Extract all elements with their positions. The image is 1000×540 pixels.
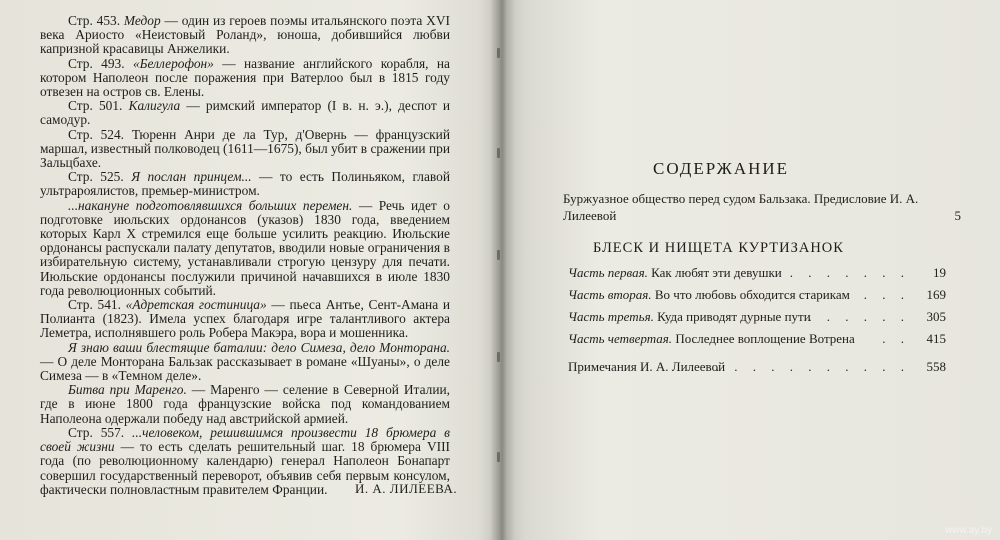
- note-paragraph: [40, 14, 450, 57]
- binding-stitch: [497, 452, 500, 462]
- note-text: Тюренн Анри де ла Тур, д'Овернь — французский маршал, известный полководец (1611—1675), был убит в сражении при Зальцбахе.: [40, 126, 450, 171]
- note-ref: Стр. 557.: [68, 424, 133, 440]
- note-text: — пьеса Антье, Сент-Амана и Полианта (1823). Имела успех благодаря игре талантливого актера Леметра, исполнявшего роль Робера Макэра, вора и мошенника.: [40, 297, 450, 341]
- toc-entry-title: Как любят эти девушки: [647, 265, 782, 280]
- note-paragraph: [40, 57, 450, 100]
- toc-part-label: Часть первая.: [568, 265, 648, 280]
- toc-page-number: 558: [926, 359, 946, 374]
- binding-stitch: [497, 148, 500, 158]
- toc-entry-title: Куда приводят дурные пути: [653, 309, 811, 324]
- toc-entry: [568, 331, 946, 349]
- toc-part-label: Часть вторая.: [568, 287, 652, 302]
- note-term: «Адретская гостиница»: [125, 297, 267, 313]
- toc-entry-title: Примечания И. А. Лилеевой: [568, 359, 726, 374]
- toc-page-number: 415: [926, 331, 946, 346]
- note-ref: Стр. 501.: [68, 98, 129, 114]
- toc-entry-title: Последнее воплощение Вотрена: [672, 331, 855, 346]
- section-title: БЛЕСК И НИЩЕТА КУРТИЗАНОК: [593, 240, 844, 256]
- note-paragraph: [40, 128, 450, 171]
- note-paragraph: [40, 199, 450, 298]
- note-text: — то есть Полиньяком, главой ультрароялистов, премьер-министром.: [40, 169, 450, 199]
- toc-page-number: 305: [926, 309, 946, 324]
- contents-title: СОДЕРЖАНИЕ: [653, 159, 790, 178]
- toc-entry-title: Буржуазное общество перед судом Бальзака. Предисловие И. А. Лилеевой: [563, 191, 919, 223]
- note-paragraph: [40, 170, 450, 198]
- toc-page-number: 19: [933, 265, 946, 280]
- binding-stitch: [497, 250, 500, 260]
- note-paragraph: [40, 341, 450, 384]
- note-paragraph: [40, 298, 450, 341]
- toc-entry: [568, 265, 946, 283]
- note-text: — Речь идет о подготовке июльских ордонансов (указов) 1830 года, введением которых Карл X стремился еще больше усилить реакцию. Июльские ордонансы распускали палату депутатов, вводили новые ограничения в избирательную систему, устанавливали строгую цензуру для печати. Июльские ордонансы послужили причиной начавшихся в июле 1830 года революционных событий.: [40, 197, 450, 298]
- note-term: Битва при Маренго.: [68, 382, 187, 398]
- toc-entry: [568, 287, 946, 305]
- toc-preface-entry: [563, 190, 961, 224]
- toc-leader-dots: . . . . . .: [808, 309, 910, 324]
- toc-entry: [568, 359, 946, 377]
- note-text: — О деле Монторана Бальзак рассказывает в романе «Шуаны», о деле Симеза — в «Темном деле».: [40, 353, 450, 384]
- note-ref: Стр. 493.: [68, 55, 133, 71]
- note-term: Я знаю ваши блестящие баталии: дело Симеза, дело Монторана.: [68, 339, 450, 355]
- note-ref: Стр. 525.: [68, 169, 132, 185]
- binding-stitch: [497, 352, 500, 362]
- note-ref: Стр. 524.: [68, 126, 132, 142]
- note-text: — один из героев поэмы итальянского поэта XVI века Ариосто «Неистовый Роланд», юноша, добившийся любви капризной красавицы Анжелики.: [40, 13, 450, 57]
- note-term: «Беллерофон»: [132, 55, 214, 71]
- toc-page-number: 5: [954, 208, 961, 223]
- note-text: — римский император (I в. н. э.), деспот и самодур.: [40, 98, 451, 128]
- toc-page-number: 169: [926, 287, 946, 302]
- watermark: www.ay.by: [944, 525, 992, 536]
- notes-page: [40, 14, 450, 497]
- note-term: Я послан принцем...: [131, 169, 252, 185]
- toc-leader-dots: . .: [882, 331, 910, 346]
- note-ref: Стр. 541.: [68, 297, 126, 313]
- book-gutter: [478, 0, 526, 540]
- note-term: ...человеком, решившимся произвести 18 брюмера в своей жизни: [40, 424, 450, 455]
- toc-leader-dots: . . . . . . . . . . .: [715, 359, 910, 374]
- toc-part-label: Часть третья.: [568, 309, 654, 324]
- toc-leader-dots: . . . . . . .: [789, 265, 910, 280]
- note-text: — название английского корабля, на котором Наполеон после поражения при Ватерлоо был в 1815 году отвезен на остров св. Елены.: [40, 55, 450, 100]
- note-paragraph: [40, 383, 450, 426]
- toc-entry-title: Во что любовь обходится старикам: [651, 287, 850, 302]
- note-term: Калигула: [128, 98, 181, 114]
- note-text: — то есть сделать решительный шаг. 18 брюмера VIII года (по революционному календарю) генерал Наполеон Бонапарт совершил государственный переворот, объявив себя первым консулом, фактически полновластным правителем Франции.: [40, 439, 450, 497]
- note-term: ...накануне подготовлявшихся больших перемен.: [68, 197, 353, 213]
- note-term: Медор: [123, 13, 161, 28]
- toc-entry: [568, 309, 946, 327]
- binding-stitch: [497, 48, 500, 58]
- note-paragraph: [40, 99, 450, 127]
- notes-signature: И. А. ЛИЛЕЕВА.: [355, 481, 458, 496]
- note-text: — Маренго — селение в Северной Италии, где в июне 1800 года французские войска под командованием Наполеона одержали победу над австрийской армией.: [40, 382, 450, 426]
- note-ref: Стр. 453.: [68, 13, 124, 28]
- toc-leader-dots: . . .: [863, 287, 910, 302]
- toc-part-label: Часть четвертая.: [568, 331, 673, 346]
